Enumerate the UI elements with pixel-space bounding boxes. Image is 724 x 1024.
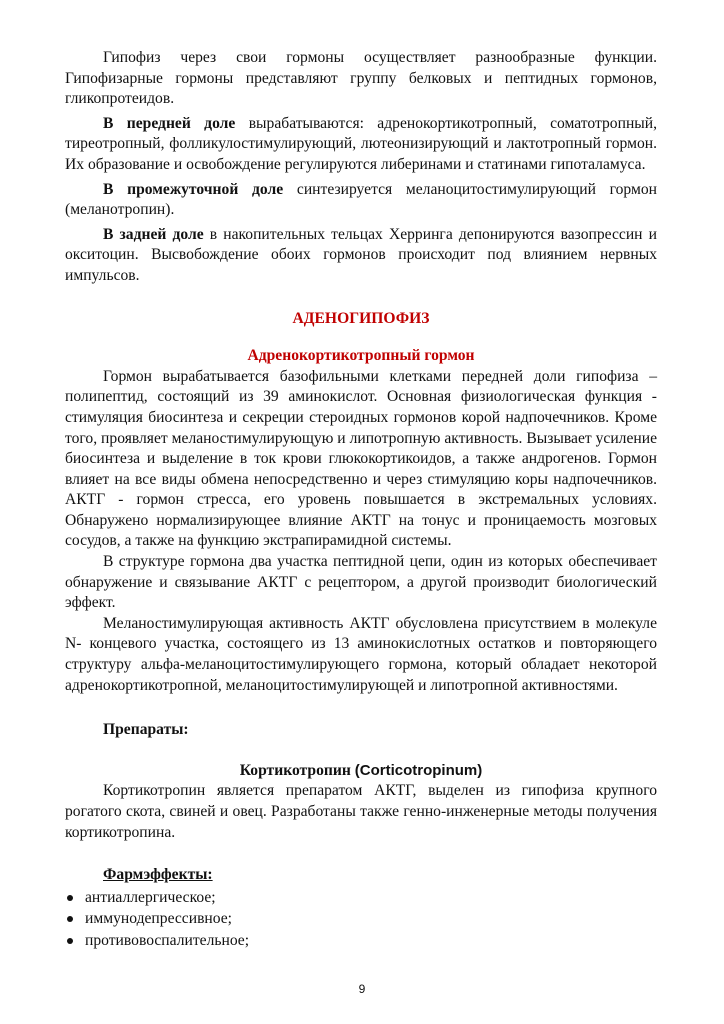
posterior-lobe-label: В задней доле — [103, 225, 204, 243]
intermediate-lobe-label: В промежуточной доле — [103, 180, 284, 198]
acth-paragraph-3: Меланостимулирующая активность АКТГ обусловлена присутствием в молекуле N- концевого участка, состоящего из 13 аминокислотных остатков и повторяющего структуру альфа-меланоцитостимулирующего гормона, который обладает некоторой адренокортикотропной, меланоцитостимулирующей и липотропной активностями. — [65, 614, 657, 694]
intermediate-lobe-text: синтезируется меланоцитостимулирующий гормон (меланотропин). — [65, 180, 658, 219]
drug-title — [65, 761, 657, 782]
acth-paragraph-1: Гормон вырабатывается базофильными клетками передней доли гипофиза – полипептид, состоящий из 39 аминокислот. Основная физиологическая функция - стимуляция биосинтеза и секреции стероидных гормонов корой надпочечников. Кроме того, проявляет меланостимулирующую и липотропную активность. Вызывает усиление биосинтеза и выделение в ток крови глюкокортикоидов, а также андрогенов. Гормон влияет на все виды обмена непосредственно и через стимуляцию коры надпочечников. АКТГ - гормон стресса, его уровень повышается в экстремальных условиях. Обнаружено нормализирующее влияние АКТГ на тонус и проницаемость мозговых сосудов, а также на функцию экстрапирамидной системы. — [65, 367, 657, 550]
list-item — [65, 888, 657, 910]
bullet-icon — [67, 938, 73, 944]
drug-description: Кортикотропин является препаратом АКТГ, выделен из гипофиза крупного рогатого скота, свиней и овец. Разработаны также генно-инженерные методы получения кортикотропина. — [65, 782, 657, 841]
posterior-lobe-paragraph — [65, 225, 657, 287]
intro-paragraph: Гипофиз через свои гормоны осуществляет разнообразные функции. Гипофизарные гормоны представляют группу белковых и пептидных гормонов, гликопротеидов. — [65, 49, 657, 108]
drug-name: Кортикотропин — [239, 761, 351, 779]
acth-paragraph-2: В структуре гормона два участка пептидной цепи, один из которых обеспечивает обнаружение и связывание АКТГ с рецептором, а другой производит биологический эффект. — [65, 553, 657, 612]
intermediate-lobe-paragraph — [65, 180, 657, 221]
effects-list — [65, 888, 657, 953]
drug-latin-name: (Corticotropinum) — [354, 761, 483, 779]
anterior-lobe-paragraph — [65, 114, 657, 176]
bullet-icon — [67, 895, 73, 901]
page-content — [65, 48, 657, 952]
section-title: АДЕНОГИПОФИЗ — [292, 309, 430, 327]
bullet-icon — [67, 916, 73, 922]
list-item — [65, 909, 657, 931]
section-subtitle: Адренокортикотропный гормон — [247, 347, 475, 365]
pharm-effects-heading: Фармэффекты: — [103, 866, 213, 884]
effect-text: противовоспалительное; — [85, 931, 250, 949]
page-number: 9 — [358, 982, 366, 996]
effect-text: иммунодепрессивное; — [85, 910, 233, 928]
anterior-lobe-label: В передней доле — [103, 114, 236, 132]
preparations-heading: Препараты: — [103, 721, 189, 739]
list-item — [65, 931, 657, 953]
effect-text: антиаллергическое; — [85, 888, 216, 906]
anterior-lobe-text: вырабатываются: адренокортикотропный, соматотропный, тиреотропный, фолликулостимулирующий, лютеонизирующий и лактотропный гормон. Их образование и освобождение регулируются либеринами и статинами гипоталамуса. — [65, 114, 658, 173]
posterior-lobe-text: в накопительных тельцах Херринга депонируются вазопрессин и окситоцин. Высвобождение обоих гормонов происходит под влиянием нервных импульсов. — [65, 225, 657, 284]
